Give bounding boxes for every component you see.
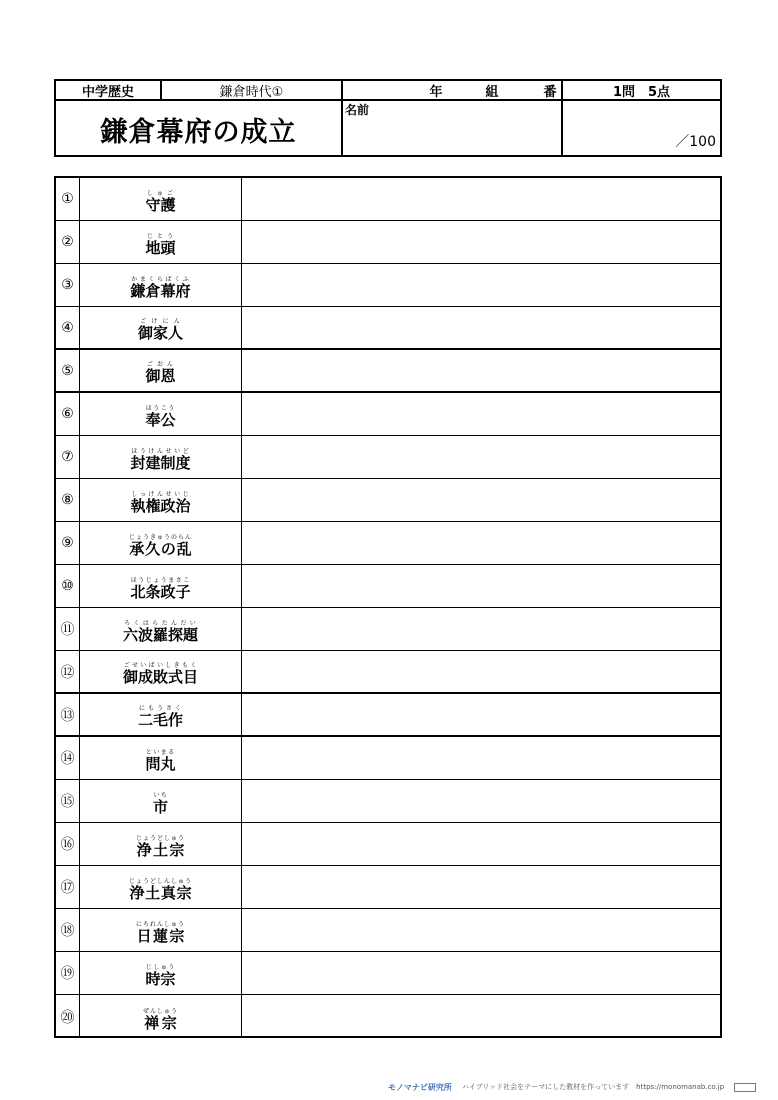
unit-label: 鎌倉時代① (219, 84, 284, 100)
question-row (56, 651, 720, 694)
question-term: 時宗じしゅう (145, 964, 176, 988)
question-term: 浄土真宗じょうどしんしゅう (128, 878, 192, 902)
answer-field[interactable] (242, 780, 720, 822)
question-term: 地頭じとう (145, 233, 176, 257)
question-number: ④ (56, 307, 80, 348)
question-term-cell (80, 866, 242, 908)
question-ruby: ほうじょうまさこ (130, 577, 191, 584)
question-row (56, 393, 720, 436)
question-ruby: じょうきゅうのらん (128, 534, 192, 541)
answer-field[interactable] (242, 995, 720, 1038)
question-term: 日蓮宗にちれんしゅう (135, 921, 185, 945)
question-row (56, 866, 720, 909)
answer-field[interactable] (242, 952, 720, 994)
question-row (56, 350, 720, 393)
question-ruby: じょうどしんしゅう (128, 878, 192, 885)
question-ruby: ろくはらたんだい (122, 620, 198, 627)
answer-field[interactable] (242, 651, 720, 692)
question-ruby: にちれんしゅう (135, 921, 185, 928)
question-row (56, 780, 720, 823)
question-ruby: しゅご (145, 190, 176, 197)
question-term-cell (80, 823, 242, 865)
question-term-cell (80, 995, 242, 1038)
question-ruby: じしゅう (145, 964, 176, 971)
question-number: ⑮ (56, 780, 80, 822)
question-row (56, 995, 720, 1038)
question-term-cell (80, 608, 242, 650)
question-row (56, 909, 720, 952)
question-number: ⑯ (56, 823, 80, 865)
question-table (54, 176, 722, 1038)
question-number: ⑬ (56, 694, 80, 735)
question-number: ⑭ (56, 737, 80, 779)
question-number: ⑤ (56, 350, 80, 391)
question-term: 封建制度ほうけんせいど (130, 448, 191, 472)
points-label: 1問 5点 (612, 84, 671, 100)
question-number: ⑦ (56, 436, 80, 478)
answer-field[interactable] (242, 264, 720, 306)
question-term: 禅宗ぜんしゅう (142, 1008, 178, 1032)
name-field[interactable] (345, 115, 557, 153)
question-number: ⑱ (56, 909, 80, 951)
question-term: 二毛作にもうさく (137, 705, 183, 729)
question-row (56, 522, 720, 565)
footer-box (734, 1083, 755, 1092)
question-term: 六波羅探題ろくはらたんだい (122, 620, 198, 644)
question-term-cell (80, 780, 242, 822)
question-number: ① (56, 178, 80, 220)
question-row (56, 221, 720, 264)
question-term: 鎌倉幕府かまくらばくふ (130, 276, 191, 300)
question-term-cell (80, 694, 242, 735)
name-label: 名前 (345, 103, 370, 117)
question-ruby: といまる (145, 749, 176, 756)
score-label: ／100 (675, 134, 716, 150)
question-term: 浄土宗じょうどしゅう (135, 835, 185, 859)
question-term: 御成敗式目ごせいばいしきもく (122, 662, 198, 686)
question-row (56, 479, 720, 522)
brand-logo: モノマナビ研究所 (388, 1082, 452, 1092)
question-term-cell (80, 350, 242, 391)
question-term-cell (80, 178, 242, 220)
question-term: 御家人ごけにん (137, 318, 183, 342)
question-term: 執権政治しっけんせいじ (130, 491, 191, 515)
question-term-cell (80, 909, 242, 951)
answer-field[interactable] (242, 737, 720, 779)
footer (388, 1080, 776, 1094)
question-row (56, 694, 720, 737)
question-ruby: じとう (145, 233, 176, 240)
question-ruby: ほうけんせいど (130, 448, 191, 455)
question-row (56, 264, 720, 307)
question-ruby: ほうこう (145, 405, 176, 412)
question-row (56, 565, 720, 608)
question-term-cell (80, 479, 242, 521)
question-row (56, 823, 720, 866)
answer-field[interactable] (242, 221, 720, 263)
question-row (56, 737, 720, 780)
answer-field[interactable] (242, 608, 720, 650)
question-term: 市いち (152, 792, 168, 816)
question-number: ⑥ (56, 393, 80, 435)
answer-field[interactable] (242, 522, 720, 564)
answer-field[interactable] (242, 909, 720, 951)
worksheet-header (54, 79, 722, 157)
question-number: ⑰ (56, 866, 80, 908)
question-ruby: ごけにん (137, 318, 183, 325)
score-box[interactable] (563, 101, 720, 155)
question-ruby: じょうどしゅう (135, 835, 185, 842)
answer-field[interactable] (242, 479, 720, 521)
footer-text: ハイブリッド社会をテーマにした教材を作っています https://monomanab.co.jp (461, 1083, 725, 1091)
question-term-cell (80, 522, 242, 564)
question-number: ⑩ (56, 565, 80, 607)
question-ruby: いち (152, 792, 168, 799)
question-term: 問丸といまる (145, 749, 176, 773)
question-ruby: にもうさく (137, 705, 183, 712)
question-ruby: ごせいばいしきもく (122, 662, 198, 669)
answer-field[interactable] (242, 307, 720, 348)
question-number: ⑳ (56, 995, 80, 1038)
question-term-cell (80, 436, 242, 478)
question-number: ⑫ (56, 651, 80, 692)
question-row (56, 952, 720, 995)
class-label: 組 (485, 84, 499, 100)
year-label: 年 (429, 84, 443, 100)
question-term-cell (80, 952, 242, 994)
subject-label: 中学歴史 (81, 84, 134, 100)
question-number: ② (56, 221, 80, 263)
question-ruby: ごおん (145, 361, 176, 368)
question-row (56, 307, 720, 350)
answer-field[interactable] (242, 350, 720, 391)
question-term-cell (80, 393, 242, 435)
question-term-cell (80, 565, 242, 607)
question-term: 承久の乱じょうきゅうのらん (128, 534, 192, 558)
question-term: 守護しゅご (145, 190, 176, 214)
answer-field[interactable] (242, 393, 720, 435)
question-number: ⑲ (56, 952, 80, 994)
question-term-cell (80, 221, 242, 263)
question-term-cell (80, 264, 242, 306)
question-ruby: かまくらばくふ (130, 276, 191, 283)
question-ruby: ぜんしゅう (142, 1008, 178, 1015)
question-term: 奉公ほうこう (145, 405, 176, 429)
question-number: ⑪ (56, 608, 80, 650)
question-term: 北条政子ほうじょうまさこ (130, 577, 191, 601)
question-number: ③ (56, 264, 80, 306)
worksheet-title: 鎌倉幕府の成立 (100, 116, 297, 148)
question-term-cell (80, 737, 242, 779)
question-number: ⑧ (56, 479, 80, 521)
question-term-cell (80, 651, 242, 692)
answer-field[interactable] (242, 565, 720, 607)
question-ruby: しっけんせいじ (130, 491, 191, 498)
answer-field[interactable] (242, 178, 720, 220)
question-row (56, 436, 720, 479)
question-row (56, 608, 720, 651)
question-number: ⑨ (56, 522, 80, 564)
header-col-divider (341, 81, 343, 155)
answer-field[interactable] (242, 694, 720, 735)
question-row (56, 178, 720, 221)
question-term: 御恩ごおん (145, 361, 176, 385)
question-term-cell (80, 307, 242, 348)
answer-field[interactable] (242, 823, 720, 865)
answer-field[interactable] (242, 866, 720, 908)
number-label: 番 (543, 84, 557, 100)
answer-field[interactable] (242, 436, 720, 478)
